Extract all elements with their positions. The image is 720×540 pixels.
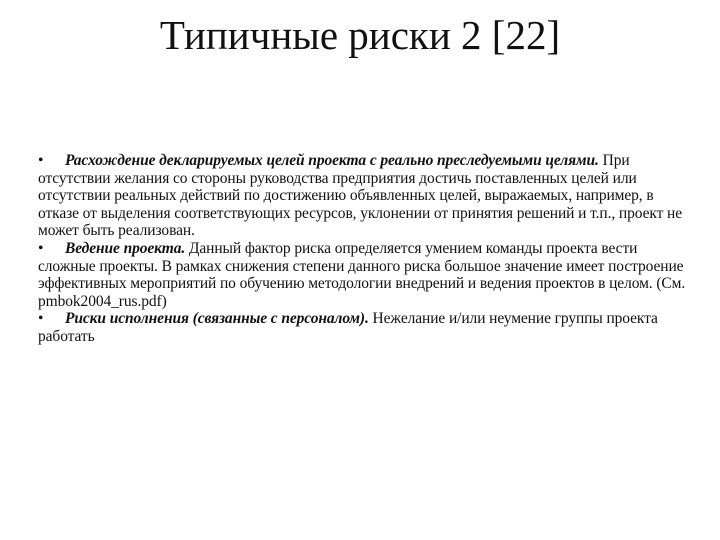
bullet-lead: Расхождение декларируемых целей проекта с реально преследуемыми целями. — [65, 152, 599, 169]
bullet-lead: Риски исполнения (связанные с персоналом). — [65, 310, 369, 328]
slide-title: Типичные риски 2 [22] — [159, 12, 561, 58]
bullet-item-project-management — [38, 240, 686, 310]
bullet-item-goals-mismatch — [38, 152, 686, 240]
bullet-text: Нежелание и/или неумение группы проекта работать — [38, 310, 658, 345]
bullet-item-execution-risks — [38, 310, 686, 345]
bullet-marker: • — [38, 239, 44, 257]
bullet-list — [38, 152, 686, 346]
bullet-lead: Ведение проекта. — [65, 239, 186, 257]
bullet-marker: • — [38, 310, 44, 328]
bullet-text: Данный фактор риска определяется умением команды проекта вести сложные проекты. В рамках снижения степени данного риска большое значение имеет построение эффективных мероприятий по обучению методологии внедрений и ведения проектов в целом. (См. pmbok2004_rus.pdf) — [38, 239, 686, 310]
bullet-text: При отсутствии желания со стороны руководства предприятия достичь поставленных целей или отсутствии реальных действий по достижению объявленных целей, выражаемых, например, в отказе от выделения соответствующих ресурсов, уклонении от принятия решений и т.п., проект не может быть реализован. — [38, 152, 683, 240]
bullet-marker: • — [38, 152, 44, 169]
